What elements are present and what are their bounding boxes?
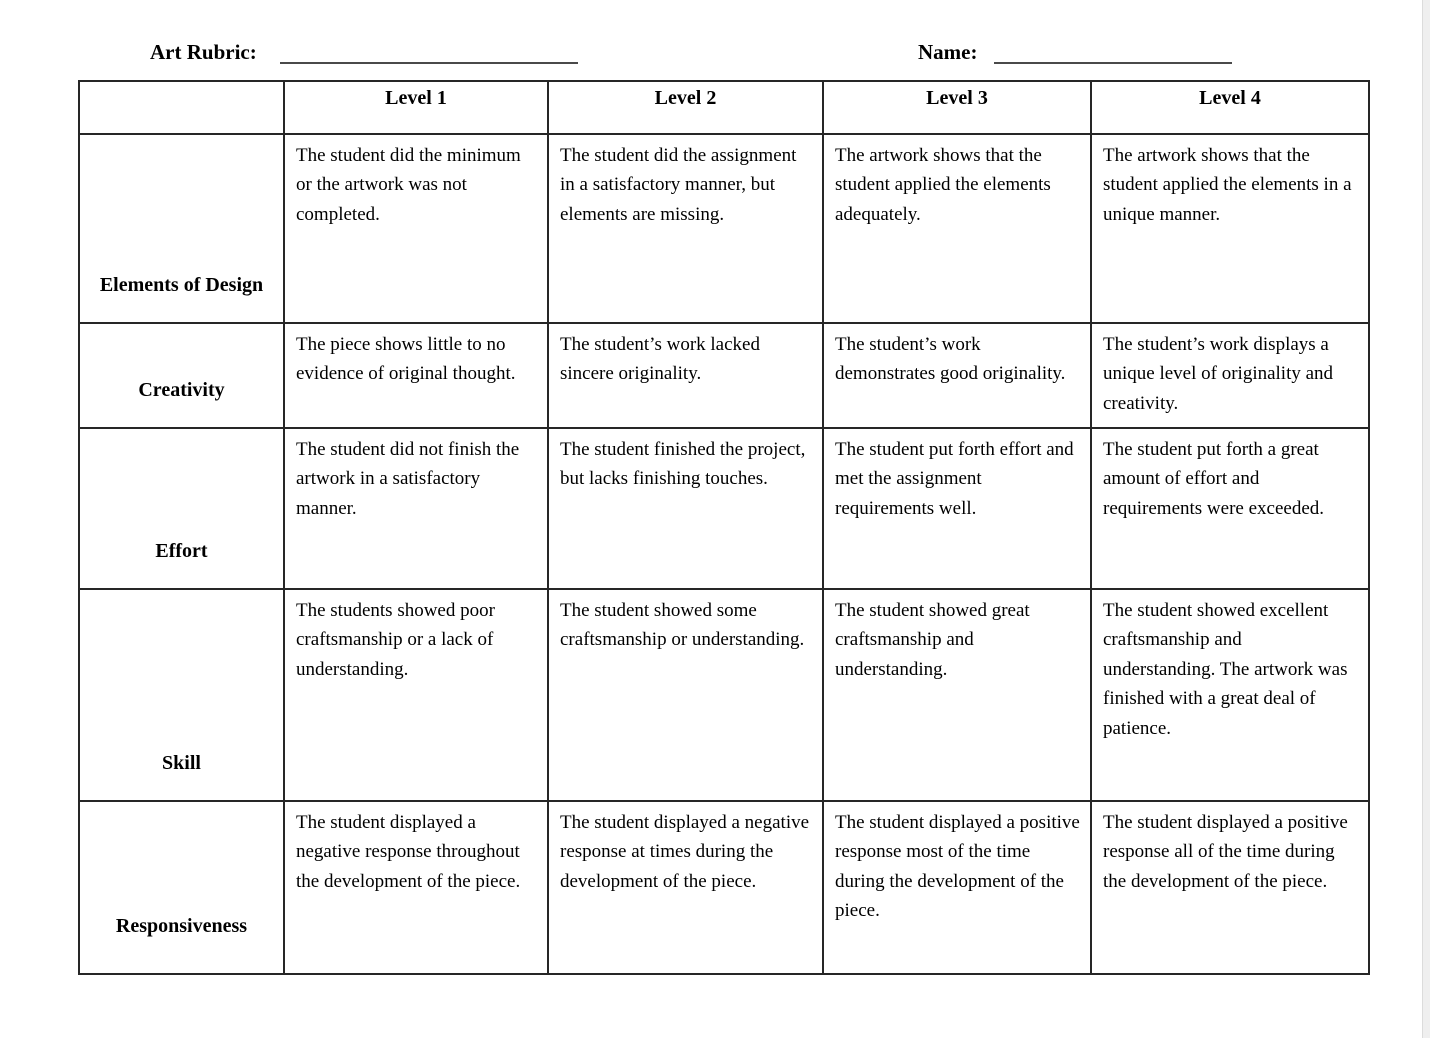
rubric-cell: The student’s work displays a unique level of originality and creativity. <box>1091 323 1369 428</box>
criterion-label: Effort <box>79 428 284 589</box>
row-skill <box>79 589 1369 801</box>
viewer-right-edge <box>1422 0 1430 1038</box>
column-header-level-4: Level 4 <box>1091 81 1369 134</box>
row-elements-of-design <box>79 134 1369 323</box>
rubric-cell: The student did the assignment in a satisfactory manner, but elements are missing. <box>548 134 823 323</box>
rubric-cell: The student’s work demonstrates good originality. <box>823 323 1091 428</box>
criterion-label: Elements of Design <box>79 134 284 323</box>
rubric-cell: The student showed some craftsmanship or understanding. <box>548 589 823 801</box>
rubric-cell: The artwork shows that the student applied the elements in a unique manner. <box>1091 134 1369 323</box>
rubric-cell: The student showed excellent craftsmanship and understanding. The artwork was finished with a great deal of patience. <box>1091 589 1369 801</box>
header-row <box>79 81 1369 134</box>
rubric-cell: The student put forth a great amount of effort and requirements were exceeded. <box>1091 428 1369 589</box>
rubric-cell: The student displayed a negative response at times during the development of the piece. <box>548 801 823 974</box>
rubric-table <box>78 80 1370 975</box>
rubric-cell: The piece shows little to no evidence of original thought. <box>284 323 548 428</box>
row-creativity <box>79 323 1369 428</box>
criterion-label: Responsiveness <box>79 801 284 974</box>
rubric-cell: The student put forth effort and met the assignment requirements well. <box>823 428 1091 589</box>
rubric-cell: The student did the minimum or the artwork was not completed. <box>284 134 548 323</box>
rubric-cell: The student’s work lacked sincere originality. <box>548 323 823 428</box>
criterion-label: Skill <box>79 589 284 801</box>
rubric-cell: The artwork shows that the student applied the elements adequately. <box>823 134 1091 323</box>
column-header-level-2: Level 2 <box>548 81 823 134</box>
name-label: Name: <box>918 40 978 64</box>
rubric-cell: The student displayed a positive response most of the time during the development of the piece. <box>823 801 1091 974</box>
column-header-level-3: Level 3 <box>823 81 1091 134</box>
corner-cell <box>79 81 284 134</box>
form-header <box>0 38 1430 72</box>
column-header-level-1: Level 1 <box>284 81 548 134</box>
student-name-blank-line <box>994 38 1232 64</box>
rubric-cell: The student displayed a positive response all of the time during the development of the piece. <box>1091 801 1369 974</box>
rubric-cell: The student did not finish the artwork in a satisfactory manner. <box>284 428 548 589</box>
rubric-title-blank-line <box>280 38 578 64</box>
row-responsiveness <box>79 801 1369 974</box>
row-effort <box>79 428 1369 589</box>
rubric-cell: The students showed poor craftsmanship or a lack of understanding. <box>284 589 548 801</box>
rubric-cell: The student displayed a negative response throughout the development of the piece. <box>284 801 548 974</box>
art-rubric-label: Art Rubric: <box>150 40 257 64</box>
rubric-cell: The student finished the project, but lacks finishing touches. <box>548 428 823 589</box>
rubric-cell: The student showed great craftsmanship and understanding. <box>823 589 1091 801</box>
criterion-label: Creativity <box>79 323 284 428</box>
